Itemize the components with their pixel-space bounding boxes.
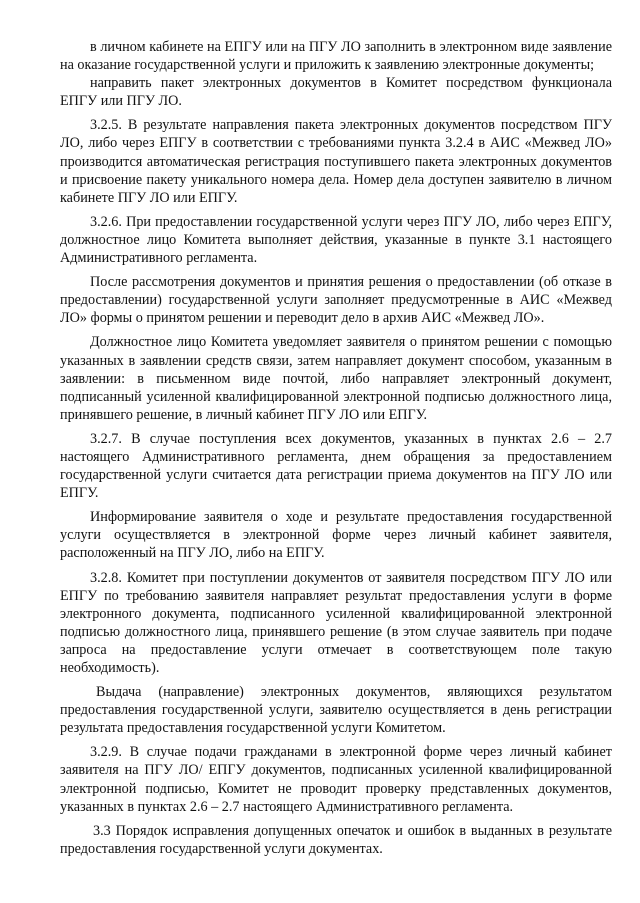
paragraph-issuance: Выдача (направление) электронных документов, являющихся результатом предоставления государственной услуги, заявителю осуществляется в день регистрации результата предоставления государственной услуги Комитетом. — [60, 684, 612, 737]
paragraph-3-2-9: 3.2.9. В случае подачи гражданами в электронной форме через личный кабинет заявителя на ПГУ ЛО/ ЕПГУ документов, подписанных усиленной квалифицированной электронной подписью, Комитет не проводит проверку представленных документов, указанных в пунктах 2.6 – 2.7 настоящего Административного регламента. — [60, 744, 612, 815]
paragraph-informing: Информирование заявителя о ходе и результате предоставления государственной услуги осуществляется в электронной форме через личный кабинет заявителя, расположенный на ПГУ ЛО, либо на ЕПГУ. — [60, 509, 612, 562]
paragraph-2: направить пакет электронных документов в Комитет посредством функционала ЕПГУ или ПГУ ЛО. — [60, 75, 612, 110]
paragraph-3-2-5: 3.2.5. В результате направления пакета электронных документов посредством ПГУ ЛО, либо через ЕПГУ в соответствии с требованиями пункта 3.2.4 в АИС «Межвед ЛО» производится автоматическая регистрация поступившего пакета электронных документов и присвоение пакету уникального номера дела. Номер дела доступен заявителю в личном кабинете ПГУ ЛО или ЕПГУ. — [60, 117, 612, 206]
paragraph-3-2-6: 3.2.6. При предоставлении государственной услуги через ПГУ ЛО, либо через ЕПГУ, должностное лицо Комитета выполняет действия, указанные в пункте 3.1 настоящего Административного регламента. — [60, 213, 612, 267]
paragraph-after-review: После рассмотрения документов и принятия решения о предоставлении (об отказе в предоставлении) государственной услуги заполняет предусмотренные в АИС «Межвед ЛО» формы о принятом решении и переводит дело в архив АИС «Межвед ЛО». — [60, 274, 612, 327]
paragraph-3-2-7: 3.2.7. В случае поступления всех документов, указанных в пунктах 2.6 – 2.7 настоящего Административного регламента, днем обращения за предоставлением государственной услуги считается дата регистрации приема документов на ПГУ ЛО или ЕПГУ. — [60, 430, 612, 502]
paragraph-3-2-8: 3.2.8. Комитет при поступлении документов от заявителя посредством ПГУ ЛО или ЕПГУ по требованию заявителя направляет результат предоставления услуги в форме электронного документа, подписанного усиленной квалифицированной электронной подписью должностного лица, принявшего решение (в этом случае заявитель при подаче запроса на предоставление услуги отмечает в соответствующем поле такую необходимость). — [60, 569, 612, 676]
paragraph-3-3-heading: 3.3 Порядок исправления допущенных опечаток и ошибок в выданных в результате предоставления государственной услуги документах. — [60, 822, 612, 857]
paragraph-1: в личном кабинете на ЕПГУ или на ПГУ ЛО заполнить в электронном виде заявление на оказание государственной услуги и приложить к заявлению электронные документы; — [60, 39, 612, 74]
paragraph-notification: Должностное лицо Комитета уведомляет заявителя о принятом решении с помощью указанных в заявлении средств связи, затем направляет документ способом, указанным в заявлении: в письменном виде почтой, либо направляет электронный документ, подписанный усиленной квалифицированной электронной подписью должностного лица, принявшего решение, в личный кабинет ПГУ ЛО или ЕПГУ. — [60, 334, 612, 423]
